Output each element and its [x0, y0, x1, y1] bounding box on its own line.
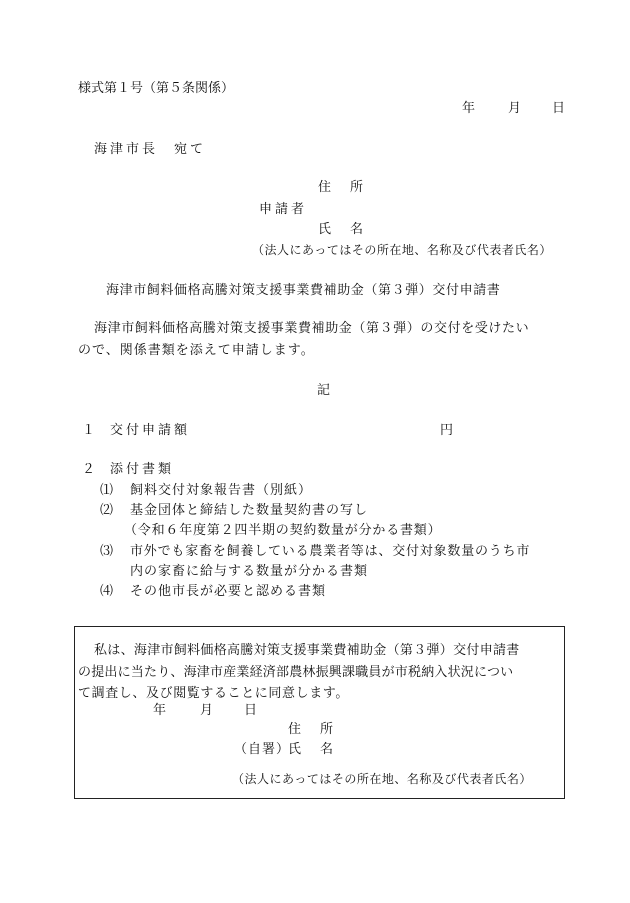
body-line-1: 海津市飼料価格高騰対策支援事業費補助金（第３弾）の交付を受けたい	[94, 321, 530, 336]
addressee: 海津市長 宛て	[94, 142, 207, 157]
applicant-note: （法人にあってはその所在地、名称及び代表者氏名）	[252, 243, 552, 257]
body-line-2: ので、関係書類を添えて申請します。	[78, 343, 315, 358]
item2-number: ２	[82, 462, 96, 477]
applicant-name-label: 氏 名	[318, 222, 367, 237]
ki-marker: 記	[317, 383, 331, 398]
item2-label: 添付書類	[110, 462, 175, 477]
consent-note: （法人にあってはその所在地、名称及び代表者氏名）	[232, 772, 532, 786]
consent-line-1: 私は、海津市飼料価格高騰対策支援事業費補助金（第３弾）交付申請書	[94, 643, 520, 658]
consent-name-label: 氏 名	[288, 742, 337, 757]
document-title: 海津市飼料価格高騰対策支援事業費補助金（第３弾）交付申請書	[106, 283, 501, 298]
attachment-1-text: 飼料交付対象報告書（別紙）	[130, 483, 313, 498]
attachment-1-number: ⑴	[100, 483, 114, 498]
consent-date-year: 年	[153, 703, 167, 718]
consent-date-month: 月	[200, 703, 214, 718]
applicant-address-label: 住 所	[318, 180, 367, 195]
consent-line-2: の提出に当たり、海津市産業経済部農林振興課職員が市税納入状況につい	[78, 665, 514, 680]
consent-line-3: て調査し、及び閲覧することに同意します。	[78, 686, 349, 701]
item1-label: 交付申請額	[110, 423, 191, 438]
date-day-label: 日	[552, 101, 566, 116]
attachment-2-number: ⑵	[100, 503, 114, 518]
attachment-3-text-line-1: 市外でも家畜を飼養している農業者等は、交付対象数量のうち市	[130, 544, 531, 559]
consent-address-label: 住 所	[288, 722, 337, 737]
item1-unit: 円	[440, 423, 454, 438]
attachment-4-number: ⑷	[100, 584, 114, 599]
applicant-label: 申請者	[259, 202, 308, 217]
attachment-3-number: ⑶	[100, 544, 114, 559]
attachment-2-text-line-2: （令和６年度第２四半期の契約数量が分かる書類）	[124, 523, 442, 538]
consent-date-day: 日	[244, 703, 258, 718]
date-month-label: 月	[508, 101, 522, 116]
attachment-3-text-line-2: 内の家畜に給与する数量が分かる書類	[130, 564, 369, 579]
attachment-4-text: その他市長が必要と認める書類	[130, 584, 327, 599]
attachment-2-text-line-1: 基金団体と締結した数量契約書の写し	[130, 503, 369, 518]
form-number: 様式第１号（第５条関係）	[78, 81, 235, 96]
item1-number: １	[82, 423, 96, 438]
date-year-label: 年	[462, 101, 476, 116]
consent-signature-label: （自署）	[234, 742, 291, 757]
